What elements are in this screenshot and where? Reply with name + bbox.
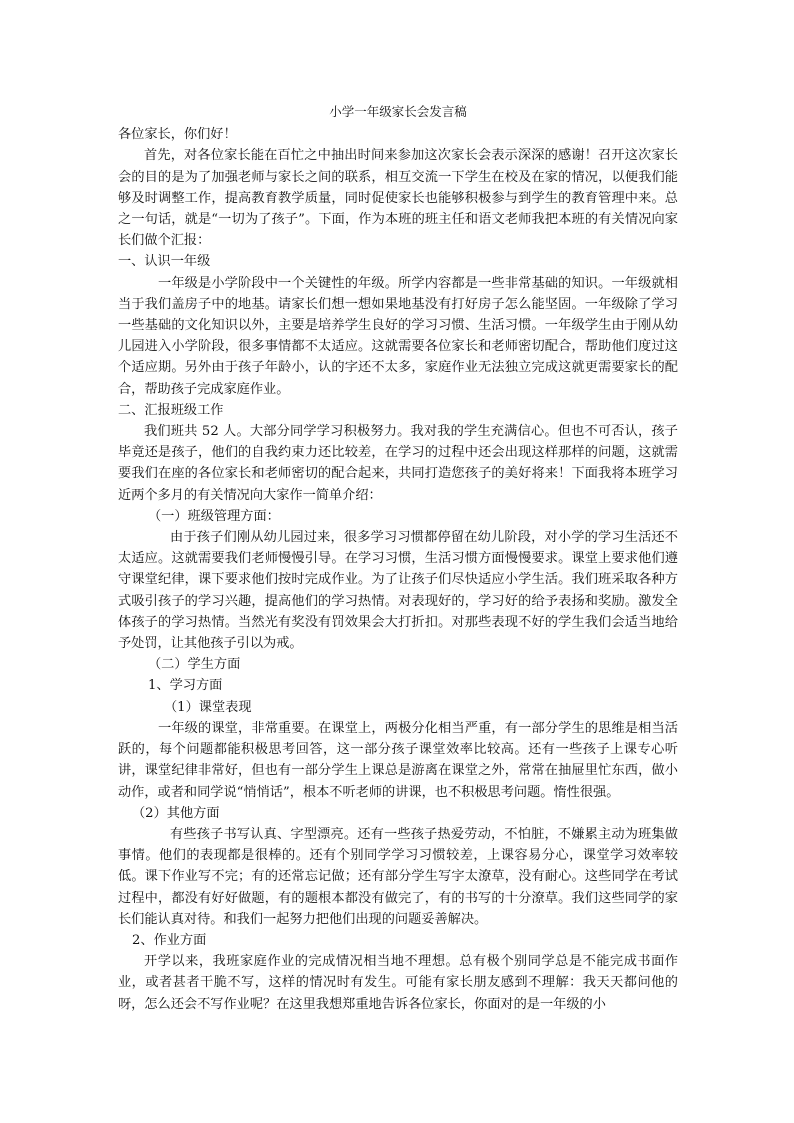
greeting: 各位家长，你们好！ (118, 127, 237, 143)
section-2-heading: 二、汇报班级工作 (118, 402, 224, 418)
document-title: 小学一年级家长会发言稿 (329, 104, 467, 119)
item-2-paragraph: 开学以来，我班家庭作业的完成情况相当地不理想。总有极个别同学总是不能完成书面作业，或者甚者干脆不写，这样的情况时有发生。可能有家长朋友感到不理解：我天天都问他的呀，怎么还会不写作业呢？在这里我想郑重地告诉各位家长，你面对的是一年级的小 (118, 954, 678, 1012)
section-2-paragraph: 我们班共 52 人。大部分同学学习积极努力。我对我的学生充满信心。但也不可否认，孩子毕竟还是孩子，他们的自我约束力还比较差，在学习的过程中还会出现这样那样的问题，这就需要我们在座的各位家长和老师密切的配合起来，共同打造您孩子的美好将来！下面我将本班学习近两个多月的有关情况向大家作一简单介绍： (118, 424, 678, 503)
intro-paragraph: 首先，对各位家长能在百忙之中抽出时间来参加这次家长会表示深深的感谢！召开这次家长会的目的是为了加强老师与家长之间的联系，相互交流一下学生在校及在家的情况，以便我们能够及时调整工作，提高教育教学质量，同时促使家长也能够积极参与到学生的教育管理中来。总之一句话，就是“一切为了孩子”。下面，作为本班的班主任和语文老师我把本班的有关情况向家长们做个汇报： (118, 148, 678, 249)
part-1-paragraph: 一年级的课堂，非常重要。在课堂上，两极分化相当严重，有一部分学生的思维是相当活跃的，每个问题都能积极思考回答，这一部分孩子课堂效率比较高。还有一些孩子上课专心听讲，课堂纪律非常好，但也有一部分学生上课总是游离在课堂之外，常常在抽屉里忙东西，做小动作，或者和同学说“悄悄话”，根本不听老师的讲课，也不积极思考问题。惰性很强。 (118, 720, 678, 800)
part-2-heading: （2）其他方面 (132, 805, 220, 821)
part-2-paragraph: 有些孩子书写认真、字型漂亮。还有一些孩子热爱劳动，不怕脏，不嫌累主动为班集做事情。他们的表现都是很棒的。还有个别同学学习习惯较差，上课容易分心，课堂学习效率较低。课下作业写不完；有的还常忘记做；还有部分学生写字太潦草，没有耐心。这些同学在考试过程中，都没有好好做题，有的题根本都没有做完了，有的书写的十分潦草。我们这些同学的家长们能认真对待。和我们一起努力把他们出现的问题妥善解决。 (118, 826, 678, 927)
section-1-paragraph: 一年级是小学阶段中一个关键性的年级。所学内容都是一些非常基础的知识。一年级就相当于我们盖房子中的地基。请家长们想一想如果地基没有打好房子怎么能坚固。一年级除了学习一些基础的文化知识以外，主要是培养学生良好的学习习惯、生活习惯。一年级学生由于刚从幼儿园进入小学阶段，很多事情都不太适应。这就需要各位家长和老师密切配合，帮助他们度过这个适应期。另外由于孩子年龄小，认的字还不太多，家庭作业无法独立完成这就更需要家长的配合，帮助孩子完成家庭作业。 (118, 275, 678, 397)
part-1-heading: （1）课堂表现 (164, 699, 252, 715)
subsection-2-heading: （二）学生方面 (148, 657, 241, 673)
subsection-1-heading: （一）班级管理方面： (148, 508, 280, 524)
document-page (118, 101, 678, 1015)
item-1-heading: 1、学习方面 (148, 678, 223, 694)
subsection-1-paragraph: 由于孩子们刚从幼儿园过来，很多学习习惯都停留在幼儿阶段，对小学的学习生活还不太适应。这就需要我们老师慢慢引导。在学习习惯，生活习惯方面慢慢要求。课堂上要求他们遵守课堂纪律，课下要求他们按时完成作业。为了让孩子们尽快适应小学生活。我们班采取各种方式吸引孩子的学习兴趣，提高他们的学习热情。对表现好的，学习好的给予表扬和奖励。激发全体孩子的学习热情。当然光有奖没有罚效果会大打折扣。对那些表现不好的学生我们会适当地给予处罚，让其他孩子引以为戒。 (118, 530, 678, 652)
item-2-heading: 2、作业方面 (132, 932, 207, 948)
section-1-heading: 一、认识一年级 (118, 254, 211, 270)
